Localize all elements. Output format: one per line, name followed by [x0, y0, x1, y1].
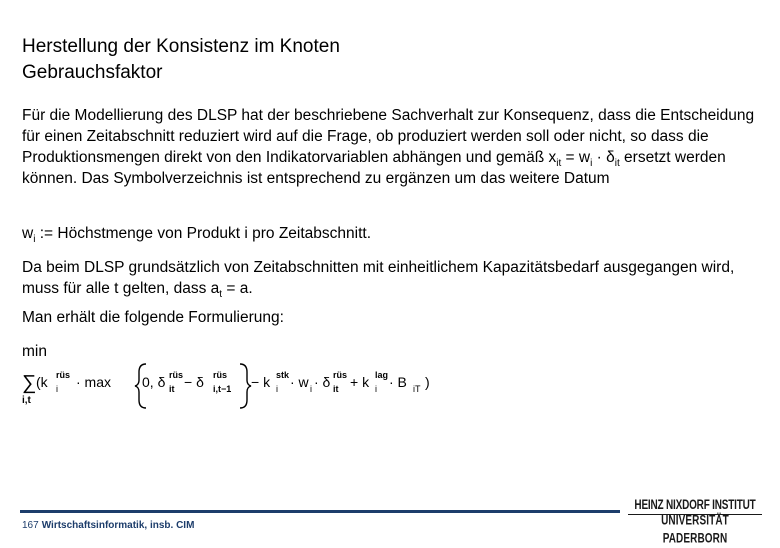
- title-line-2: Gebrauchsfaktor: [22, 62, 163, 83]
- sub-iT: iT: [413, 384, 421, 394]
- p1-text-a: Für die Modellierung des DLSP hat der beschriebene Sachverhalt zur Konsequenz, dass die Entscheidung für einen Zeitabschnitt reduziert wird auf die Frage, ob produziert werden soll oder nicht, so dass die Produktionsmengen direkt von den Indikatorvariablen abhängen und gemäß x: [22, 107, 755, 166]
- formula-dot-delta: · δ: [314, 374, 331, 390]
- formula-minus-delta: − δ: [184, 374, 204, 390]
- sub-i-t-minus-1: i,t−1: [213, 384, 232, 394]
- sigma-index: i,t: [22, 395, 31, 406]
- p1-sub-it: it: [556, 158, 562, 170]
- institute-logo: [628, 497, 762, 547]
- sup-rues-2: rüs: [169, 370, 184, 380]
- slide-title: [22, 34, 762, 86]
- formula-dot-w: · w: [290, 374, 309, 390]
- min-label: min: [22, 343, 47, 360]
- right-brace: [240, 364, 251, 408]
- footer: [22, 520, 194, 531]
- p1-text-d: ersetzt werden können. Das Symbolverzeichnis ist entsprechend zu ergänzen um das weitere Datum: [22, 149, 726, 187]
- formula-minus-k: − k: [251, 374, 271, 390]
- p1-text-b: = w: [561, 149, 591, 166]
- p2-sub-i: i: [33, 234, 36, 246]
- sup-rues-1: rüs: [56, 370, 71, 380]
- sup-lag: lag: [375, 370, 389, 380]
- p1-sub-i: i: [590, 158, 593, 170]
- sup-rues-3: rüs: [213, 370, 228, 380]
- formula-dot-b: · B: [389, 374, 407, 390]
- p3-text-b: = a.: [222, 280, 253, 297]
- formula-graphic: [20, 356, 440, 414]
- formula-rparen: ): [425, 374, 430, 390]
- footer-label: Wirtschaftsinformatik, insb. CIM: [41, 520, 195, 531]
- sub-it-1: it: [169, 384, 175, 394]
- p1-sub-it-2: it: [614, 158, 620, 170]
- paragraph-assumption: [22, 257, 767, 299]
- formula-plus-k: + k: [350, 374, 370, 390]
- sub-i-1: i: [56, 384, 58, 394]
- paragraph-definition: [22, 223, 767, 244]
- sup-rues-4: rüs: [333, 370, 348, 380]
- sub-i-4: i: [375, 384, 377, 394]
- sub-i-3: i: [310, 384, 312, 394]
- sub-it-2: it: [333, 384, 339, 394]
- p1-text-c: · δ: [592, 149, 615, 166]
- sup-stk: stk: [276, 370, 290, 380]
- footer-rule: [20, 510, 620, 513]
- objective-formula: [20, 356, 440, 414]
- p2-w: w: [22, 225, 34, 242]
- formula-zero-delta: 0, δ: [142, 374, 166, 390]
- logo-line-1: HEINZ NIXDORF INSTITUT: [634, 497, 756, 514]
- p2-text: := Höchstmenge von Produkt i pro Zeitabschnitt.: [35, 225, 372, 242]
- p3-sub-t: t: [219, 289, 223, 301]
- p3-text-a: Da beim DLSP grundsätzlich von Zeitabschnitten mit einheitlichem Kapazitätsbedarf ausgegangen wird, muss für alle t gelten, dass a: [22, 259, 735, 297]
- sub-i-2: i: [276, 384, 278, 394]
- page-number: 167: [22, 520, 39, 531]
- sigma-symbol: ∑: [22, 372, 37, 394]
- formula-max: · max: [76, 374, 111, 390]
- title-line-1: Herstellung der Konsistenz im Knoten: [22, 36, 340, 57]
- paragraph-formulation: Man erhält die folgende Formulierung:: [22, 309, 284, 326]
- logo-line-2: UNIVERSITÄT PADERBORN: [661, 513, 729, 547]
- paragraph-intro: [22, 105, 767, 189]
- formula-lparen: (k: [36, 374, 48, 390]
